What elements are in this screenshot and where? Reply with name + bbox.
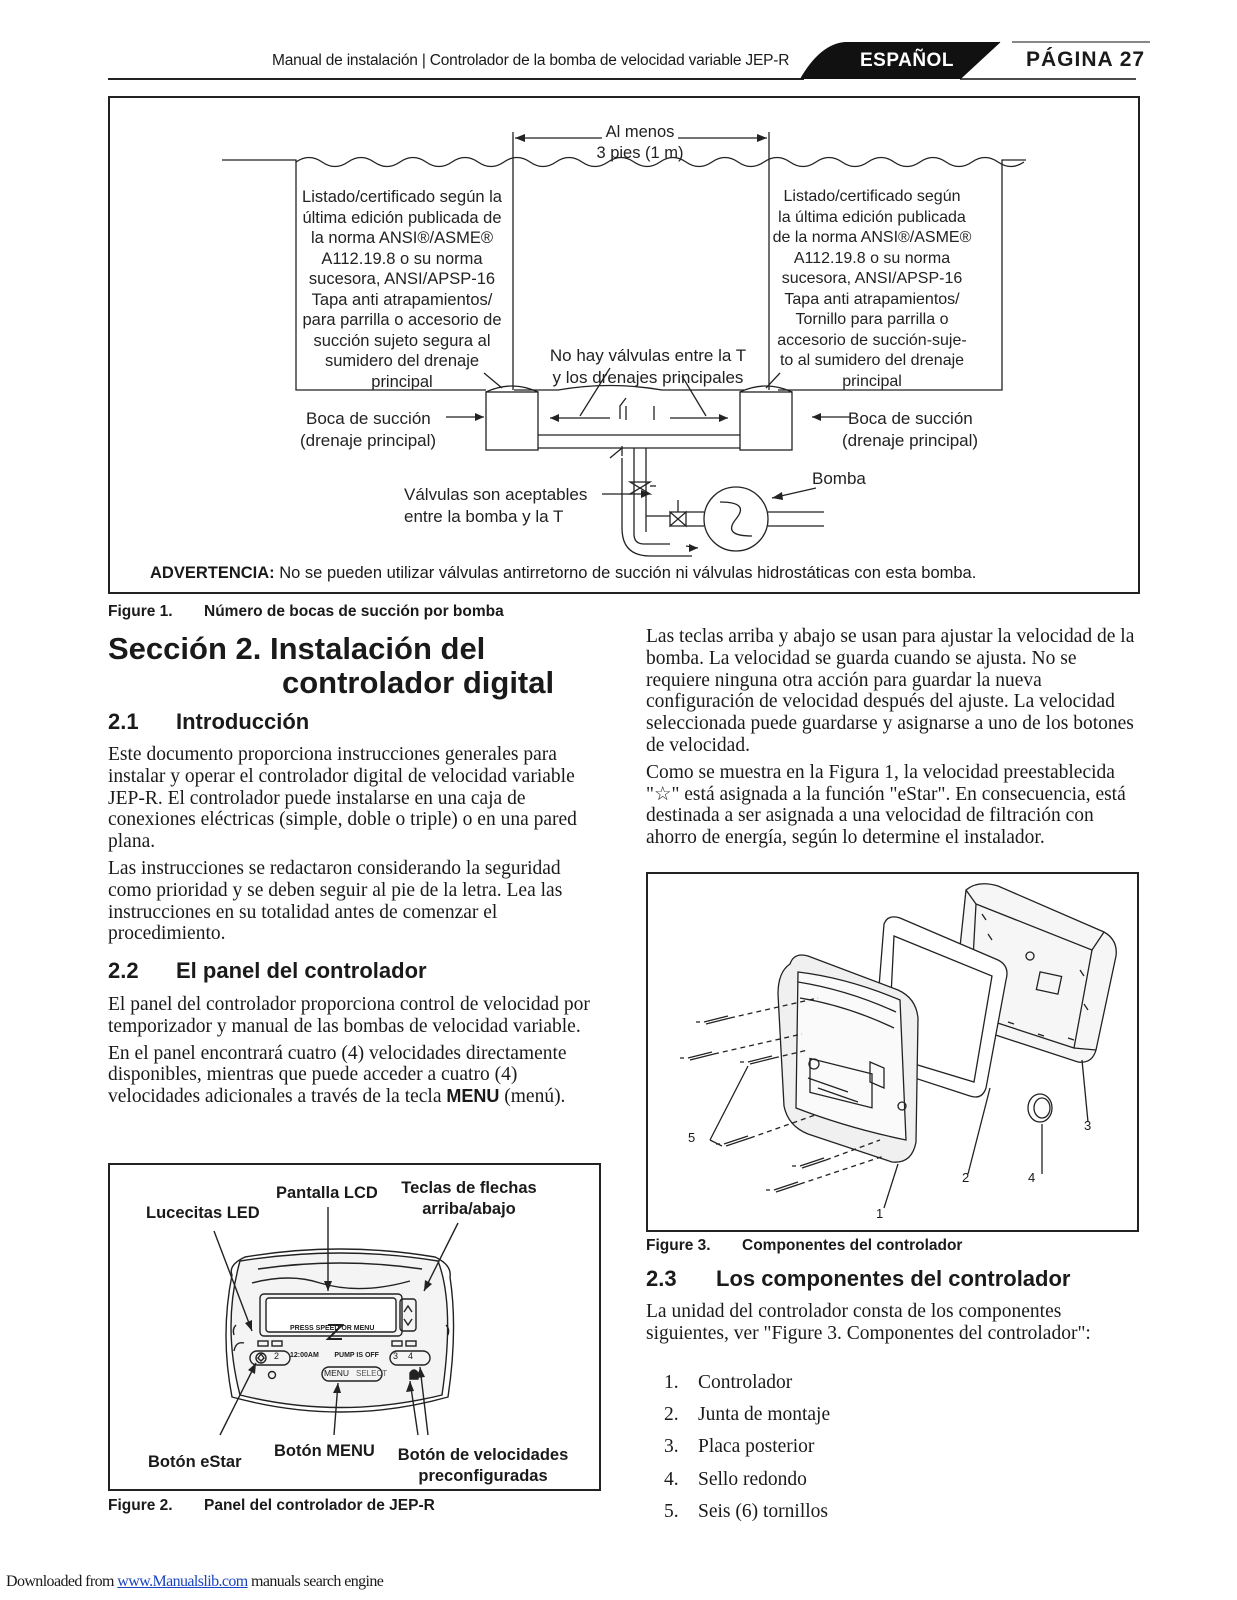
warning-text: No se pueden utilizar válvulas antirretorno de succión ni válvulas hidrostáticas con esta bomba. xyxy=(274,564,977,582)
heading-2-1: 2.1 Introducción xyxy=(108,709,310,734)
list-item: 2. Junta de montaje xyxy=(664,1404,831,1426)
page-number: PÁGINA 27 xyxy=(1026,48,1146,71)
key-2[interactable]: 2 xyxy=(274,1351,280,1361)
left-suction-outlet-label: Boca de succión (drenaje principal) xyxy=(300,409,437,450)
panel-text xyxy=(108,994,600,1108)
callout-3: 3 xyxy=(1084,1118,1092,1133)
right-column-text xyxy=(646,626,1140,849)
figure-2-caption: Figure 2. Panel del controlador de JEP-R xyxy=(108,1497,435,1514)
arrow-keys-label: Teclas de flechas arriba/abajo xyxy=(401,1179,537,1218)
distance-label: Al menos 3 pies (1 m) xyxy=(596,123,684,162)
figure-3-controller-components xyxy=(646,872,1139,1232)
intro-paragraph-2: Las instrucciones se redactaron considerando la seguridad como prioridad y se deben seguir al pie de la letra. Lea las instrucciones en su totalidad antes de comenzar el procedimiento. xyxy=(108,857,563,945)
language-label: ESPAÑOL xyxy=(860,50,954,71)
warning-label: ADVERTENCIA: xyxy=(150,564,275,582)
pump-label: Bomba xyxy=(812,469,866,488)
components-text xyxy=(646,1301,1140,1345)
key-4[interactable]: 4 xyxy=(408,1351,414,1361)
exploded-view-drawing xyxy=(648,874,1137,1230)
figure-1-caption: Figure 1. Número de bocas de succión por bomba xyxy=(108,603,504,620)
figure-1-suction-diagram xyxy=(108,96,1140,594)
section-title: Sección 2. Instalación del controlador digital xyxy=(108,631,555,700)
callout-5: 5 xyxy=(688,1130,696,1145)
warning-note xyxy=(150,564,976,583)
select-key-label: SELECT xyxy=(356,1369,388,1378)
panel-paragraph-2: En el panel encontrará cuatro (4) velocidades directamente disponibles, mientras que puede acceder a cuatro (4) velocidades adicionales a través de la tecla MENU (menú). xyxy=(108,1042,567,1108)
manualslib-link[interactable]: www.Manualslib.com xyxy=(117,1573,248,1590)
right-suction-outlet-label: Boca de succión (drenaje principal) xyxy=(842,409,979,450)
callout-2: 2 xyxy=(962,1170,970,1185)
components-paragraph: La unidad del controlador consta de los componentes siguientes, ver "Figure 3. Componentes del controlador": xyxy=(646,1301,1091,1344)
lcd-label: Pantalla LCD xyxy=(276,1184,378,1202)
components-list xyxy=(664,1372,830,1533)
menu-button-label: Botón MENU xyxy=(274,1442,375,1460)
intro-paragraph-1: Este documento proporciona instrucciones generales para instalar y operar el controlador digital de velocidad variable JEP-R. El controlador puede instalarse en una caja de conexiones eléctricas (simple, doble o triple) o en una pared plana. xyxy=(108,744,577,853)
callout-1: 1 xyxy=(876,1206,884,1221)
list-item: 1. Controlador xyxy=(664,1372,793,1393)
download-footer: Downloaded from www.Manualslib.com manuals search engine xyxy=(6,1573,384,1590)
lcd-line-2: 12:00AM PUMP IS OFF xyxy=(290,1352,379,1359)
figure-2-controller-panel xyxy=(108,1163,601,1491)
list-item: 5. Seis (6) tornillos xyxy=(664,1500,828,1522)
heading-2-3: 2.3 Los componentes del controlador xyxy=(646,1266,1071,1291)
intro-text xyxy=(108,744,604,945)
preset-buttons-label: Botón de velocidades preconfiguradas xyxy=(397,1446,569,1485)
arrow-keys-paragraph: Las teclas arriba y abajo se usan para ajustar la velocidad de la bomba. La velocidad se guarda cuando se ajusta. No se requiere ninguna otra acción para guardar la nueva configuración de velocidad después del ajuste. La velocidad seleccionada puede guardarse y asignarse a uno de los botones de velocidad. xyxy=(646,626,1135,756)
right-drain-certification-note: Listado/certificado según la última edición publicada de la norma ANSI®/ASME® A112.19.8 o su norma sucesora, ANSI/APSP-16 Tapa anti atrapamientos/ Tornillo para parrilla o accesorio de succión-suje- to al sumidero del drenaje principal xyxy=(772,188,972,390)
list-item: 3. Placa posterior xyxy=(664,1436,815,1458)
valves-acceptable-note: Válvulas son aceptables entre la bomba y la T xyxy=(404,485,588,526)
header-rule xyxy=(108,78,804,80)
list-item: 4. Sello redondo xyxy=(664,1468,807,1490)
figure-3-caption: Figure 3. Componentes del controlador xyxy=(646,1237,963,1254)
running-header-title: Manual de instalación | Controlador de la bomba de velocidad variable JEP-R xyxy=(272,52,790,69)
no-valves-note: No hay válvulas entre la T y los drenajes principales xyxy=(549,346,747,387)
estar-button-label: Botón eStar xyxy=(148,1453,242,1471)
heading-2-2: 2.2 El panel del controlador xyxy=(108,958,427,983)
led-label: Lucecitas LED xyxy=(146,1204,260,1222)
lcd-line-1: PRESS SPEED OR MENU xyxy=(290,1325,375,1332)
left-drain-certification-note: Listado/certificado según la última edición publicada de la norma ANSI®/ASME® A112.19.8 o su norma sucesora, ANSI/APSP-16 Tapa anti atrapamientos/ para parrilla o accesorio de succión sujeto segura al sumidero del drenaje principal xyxy=(302,188,502,391)
menu-key[interactable]: MENU xyxy=(324,1368,350,1378)
callout-4: 4 xyxy=(1028,1170,1036,1185)
estar-paragraph: Como se muestra en la Figura 1, la velocidad preestablecida "☆" está asignada a la función "eStar". En consecuencia, está destinada a ser asignada a una velocidad de filtración con ahorro de energía, según lo determine el instalador. xyxy=(646,761,1126,849)
key-3[interactable]: 3 xyxy=(393,1351,399,1361)
panel-paragraph-1: El panel del controlador proporciona control de velocidad por temporizador y manual de las bombas de velocidad variable. xyxy=(108,994,590,1037)
